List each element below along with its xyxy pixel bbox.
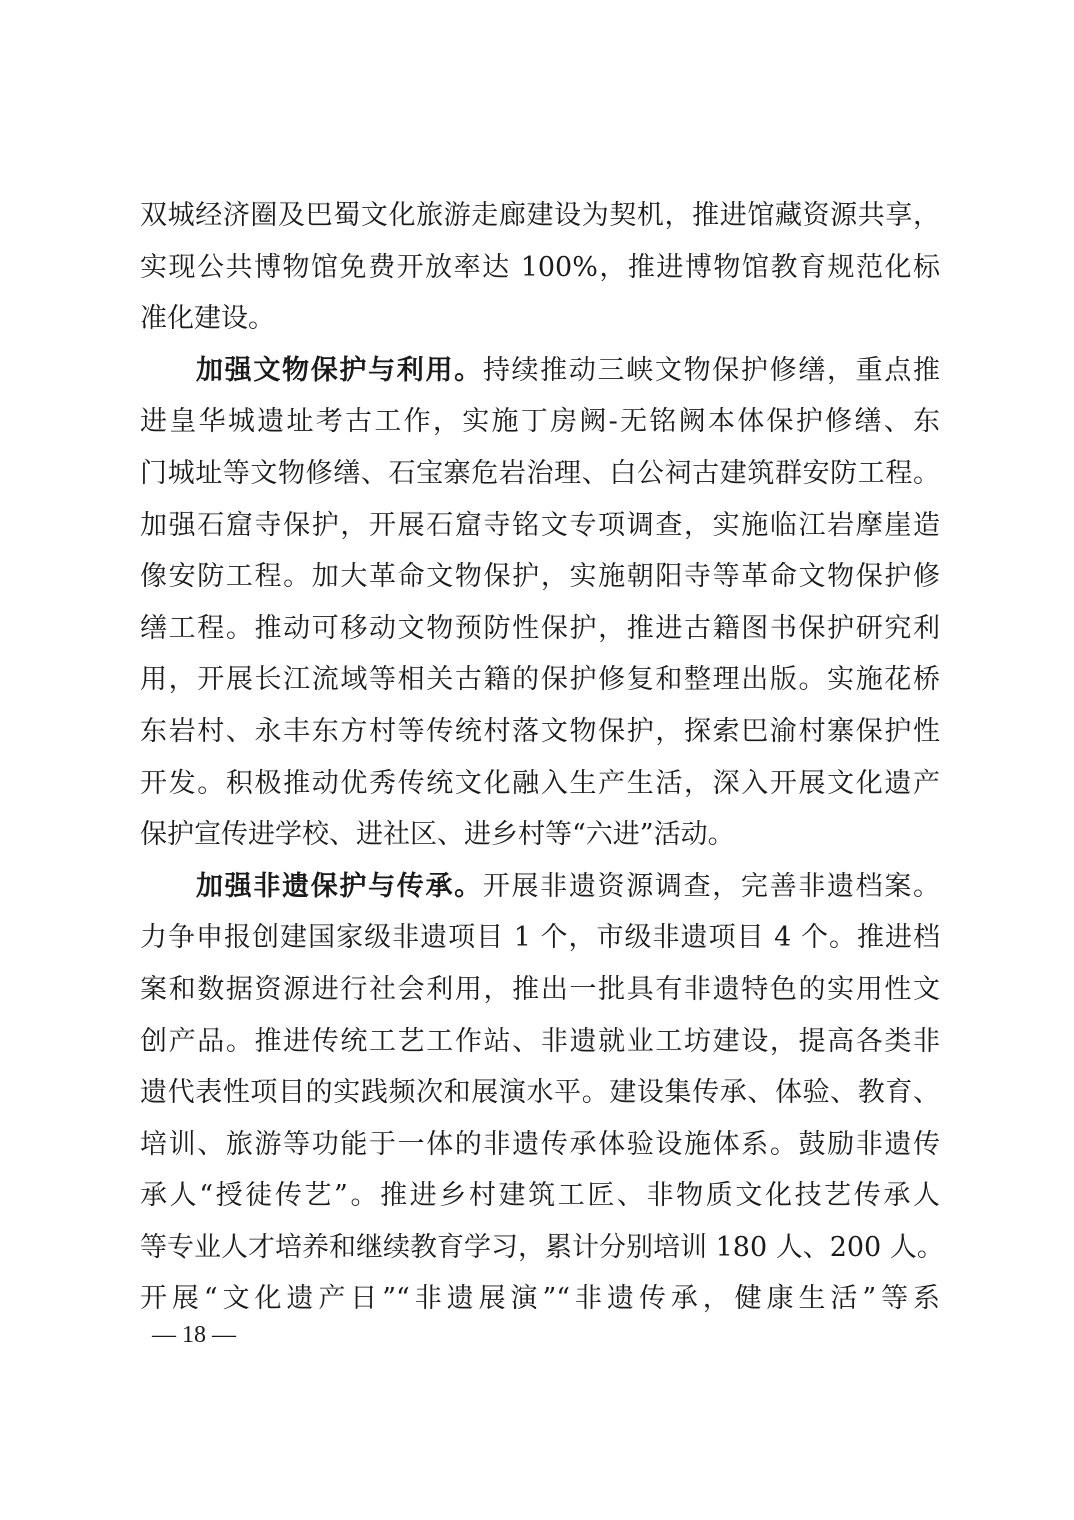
text-line: 进皇华城遗址考古工作，实施丁房阙-无铭阙本体保护修缮、东 — [140, 406, 940, 438]
text-line: 培训、旅游等功能于一体的非遗传承体验设施体系。鼓励非遗传 — [140, 1128, 940, 1160]
text-line: 双城经济圈及巴蜀文化旅游走廊建设为契机，推进馆藏资源共享， — [140, 200, 940, 231]
text-line: 缮工程。推动可移动文物预防性保护，推进古籍图书保护研究利 — [140, 612, 940, 644]
text-line: 加强石窟寺保护，开展石窟寺铭文专项调查，实施临江岩摩崖造 — [140, 509, 940, 541]
page-number: — 18 — — [152, 1322, 236, 1348]
paragraph-first-line — [140, 861, 940, 913]
text-line: 遗代表性项目的实践频次和展演水平。建设集传承、体验、教育、 — [140, 1077, 940, 1109]
text-line: 承人“授徒传艺”。推进乡村建筑工匠、非物质文化技艺传承人 — [140, 1180, 940, 1212]
text-line: 用，开展长江流域等相关古籍的保护修复和整理出版。实施花桥 — [140, 664, 940, 696]
section-heading: 加强非遗保护与传承。 — [196, 870, 483, 902]
text-line: 准化建设。 — [140, 303, 275, 335]
text-line: 开展“文化遗产日”“非遗展演”“非遗传承，健康生活”等系 — [140, 1283, 940, 1315]
text-line: 案和数据资源进行社会利用，推出一批具有非遗特色的实用性文 — [140, 973, 940, 1005]
text-line: 实现公共博物馆免费开放率达 100%，推进博物馆教育规范化标 — [140, 251, 940, 283]
text-run: 持续推动三峡文物保护修缮，重点推 — [482, 354, 941, 386]
text-line: 等专业人才培养和继续教育学习，累计分别培训 180 人、200 人。 — [140, 1231, 944, 1263]
text-run: 开展非遗资源调查，完善非遗档案。 — [482, 870, 941, 902]
text-line: 东岩村、永丰东方村等传统村落文物保护，探索巴渝村寨保护性 — [140, 715, 940, 747]
text-line: 像安防工程。加大革命文物保护，实施朝阳寺等革命文物保护修 — [140, 561, 940, 593]
text-line: 保护宣传进学校、进社区、进乡村等“六进”活动。 — [140, 819, 735, 851]
body-text — [140, 190, 944, 1325]
text-line: 开发。积极推动优秀传统文化融入生产生活，深入开展文化遗产 — [140, 767, 940, 799]
text-line: 门城址等文物修缮、石宝寨危岩治理、白公祠古建筑群安防工程。 — [140, 457, 940, 489]
paragraph-first-line — [140, 345, 940, 397]
text-line: 力争申报创建国家级非遗项目 1 个，市级非遗项目 4 个。推进档 — [140, 922, 940, 954]
section-heading: 加强文物保护与利用。 — [196, 354, 483, 386]
text-line: 创产品。推进传统工艺工作站、非遗就业工坊建设，提高各类非 — [140, 1025, 940, 1057]
